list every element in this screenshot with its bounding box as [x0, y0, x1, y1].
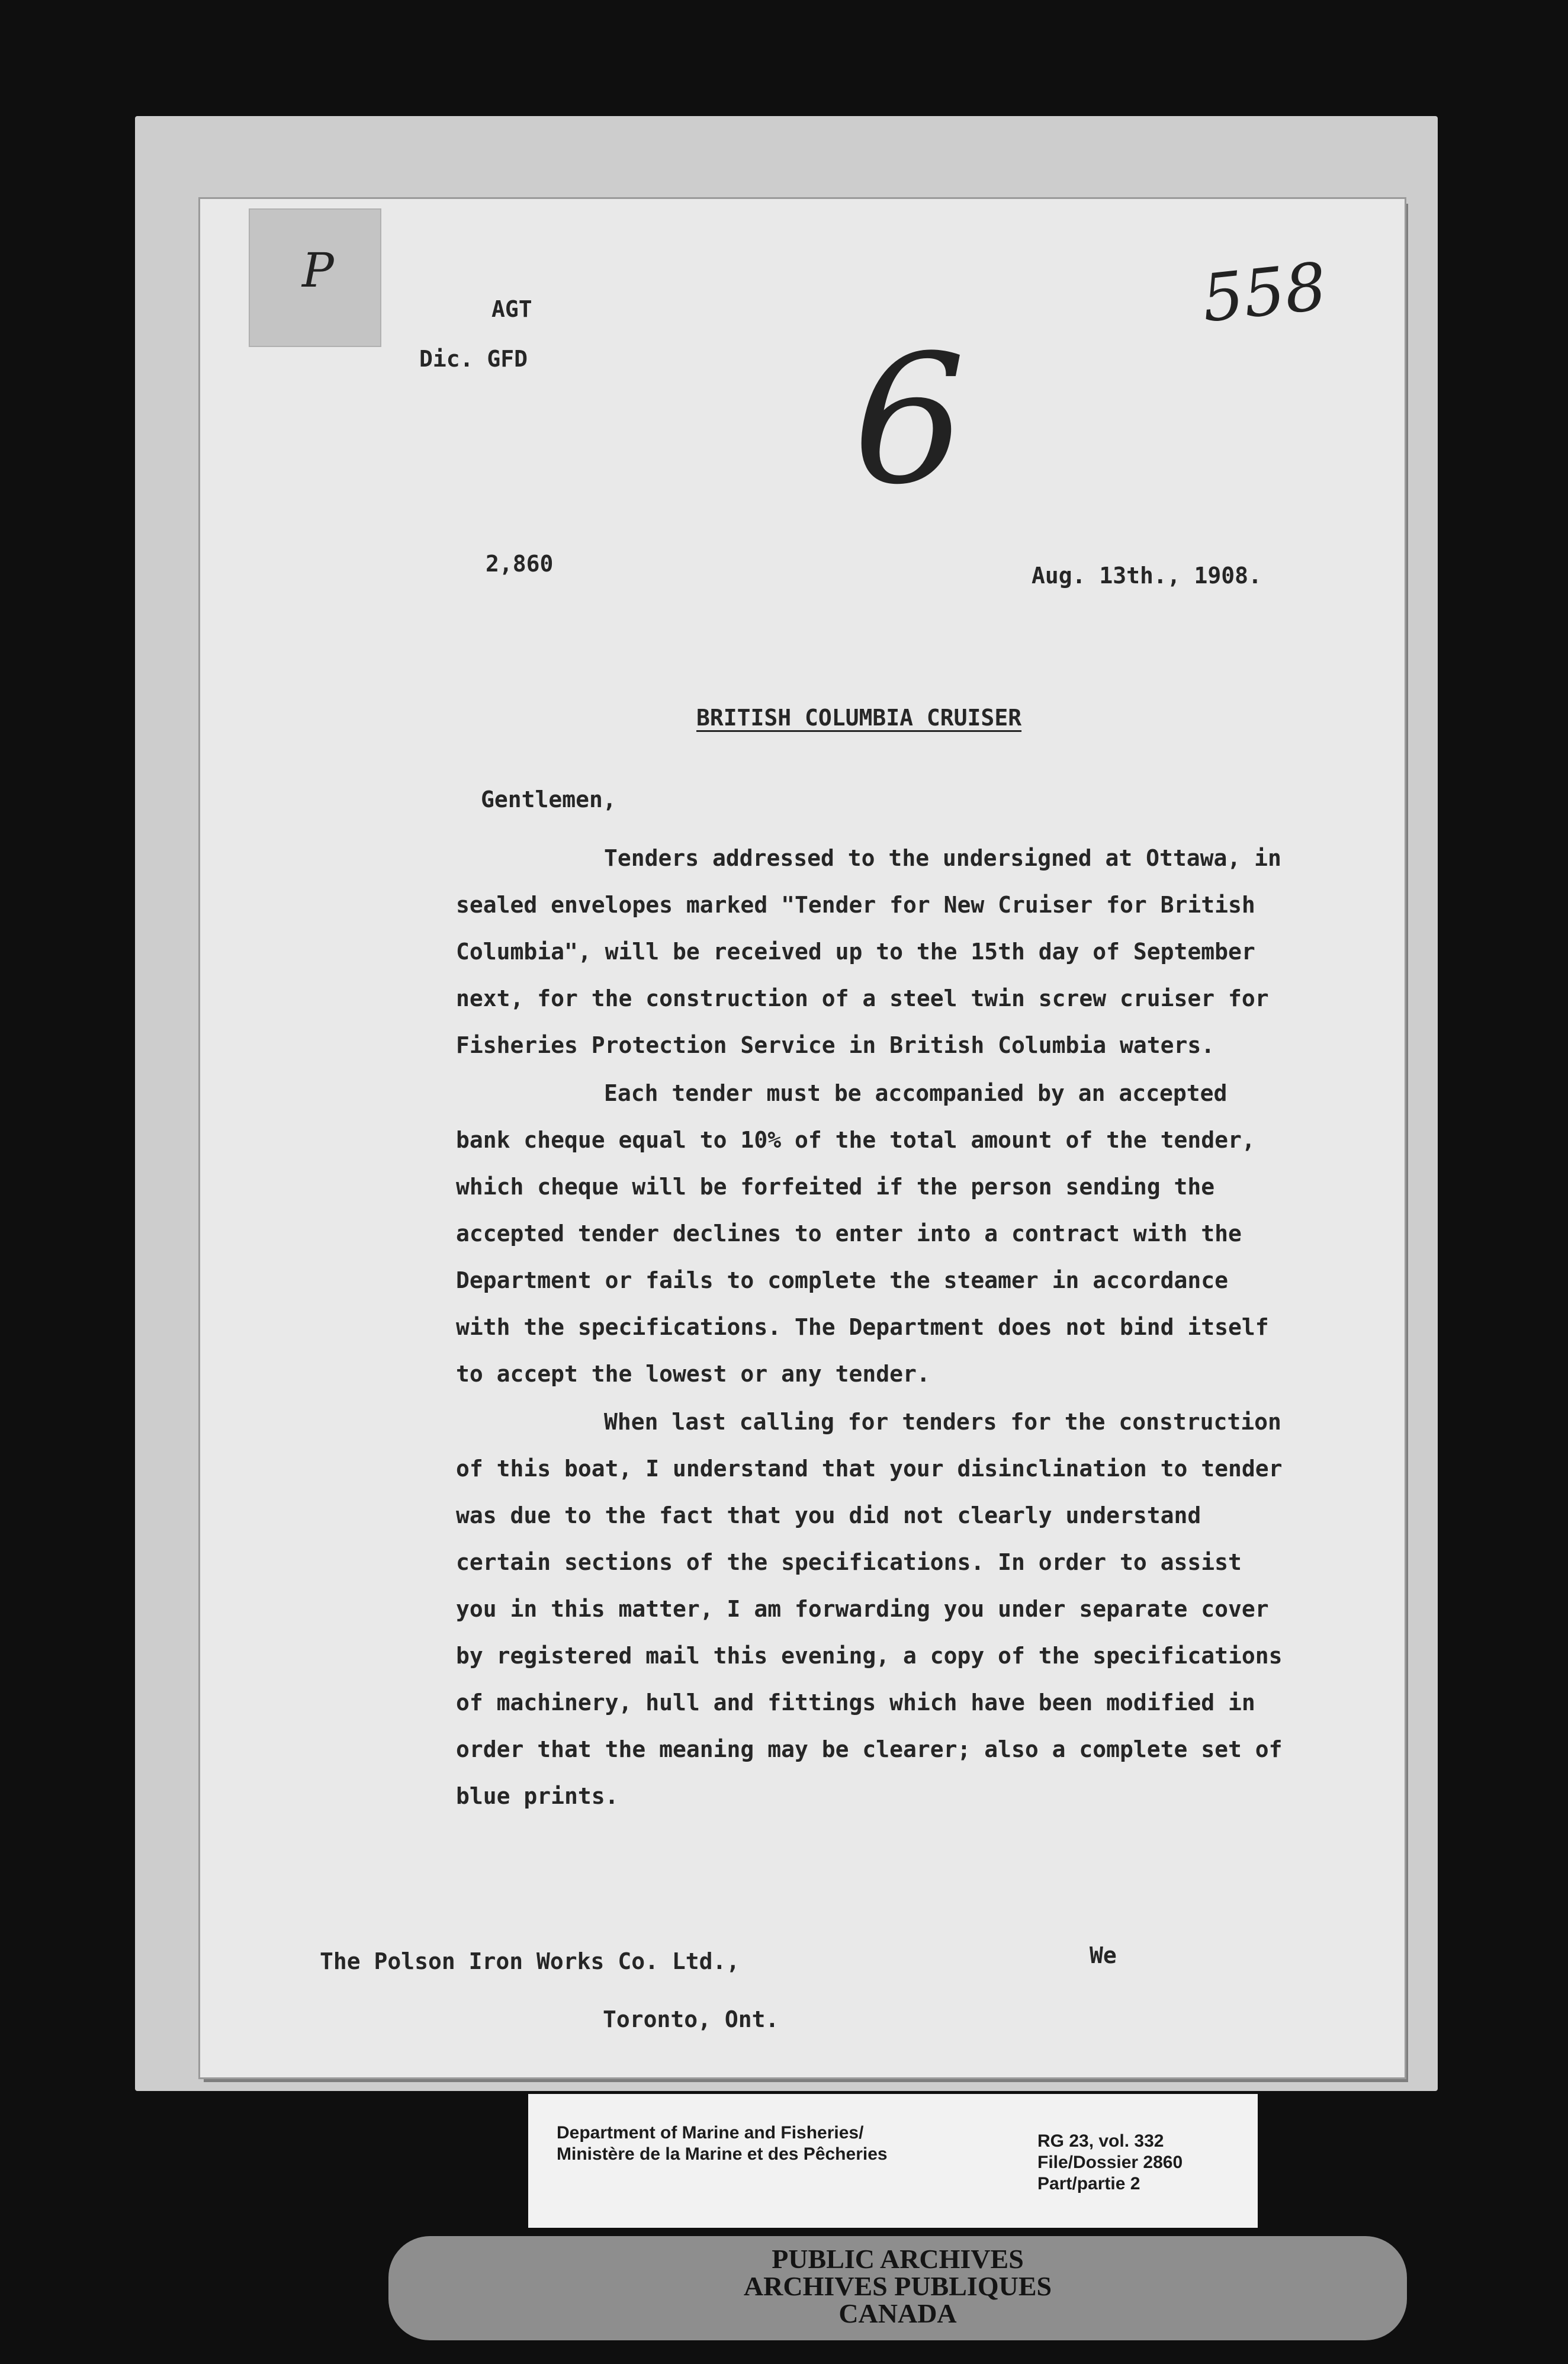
addressee-city: Toronto, Ont.	[603, 2006, 779, 2032]
paragraph-cheque: Each tender must be accompanied by an accepted bank cheque equal to 10% of the total amount of the tender, which cheque will be forfeited if the person sending the accepted tender declines to enter into a contract with the Department or fails to complete the steamer in accordance with the specifications. The Department does not bind itself to accept the lowest or any tender.	[456, 1080, 1269, 1387]
handwritten-page-number: 558	[1198, 248, 1331, 337]
dictation-code: Dic. GFD	[419, 346, 528, 372]
salutation: Gentlemen,	[481, 786, 616, 812]
letter-heading: BRITISH COLUMBIA CRUISER	[696, 705, 1022, 731]
addressee: The Polson Iron Works Co. Ltd.,	[320, 1948, 740, 1974]
file-dossier: File/Dossier 2860	[1037, 2153, 1183, 2172]
department-french: Ministère de la Marine et des Pêcheries	[557, 2144, 888, 2164]
part-partie: Part/partie 2	[1037, 2174, 1140, 2193]
archive-stamp-line: PUBLIC ARCHIVES	[772, 2244, 1024, 2274]
catchword: We	[1090, 1942, 1117, 1968]
department-english: Department of Marine and Fisheries/	[557, 2123, 864, 2143]
record-group: RG 23, vol. 332	[1037, 2131, 1164, 2151]
paragraph-specifications: When last calling for tenders for the construction of this boat, I understand that your disinclination to tender was due to the fact that you did not clearly understand certain sections of the specifications. In order to assist you in this matter, I am forwarding you under separate cover by registered mail this evening, a copy of the specifications of machinery, hull and fittings which have been modified in order that the meaning may be clearer; also a complete set of blue prints.	[456, 1409, 1283, 1809]
archive-stamp-line: ARCHIVES PUBLIQUES	[743, 2271, 1052, 2301]
handwritten-number: 6	[853, 317, 966, 523]
file-number: 2,860	[486, 551, 554, 577]
archive-stamp-line: CANADA	[838, 2298, 957, 2328]
handwritten-mark: P	[302, 243, 334, 298]
letter-date: Aug. 13th., 1908.	[1032, 563, 1262, 589]
paragraph-tenders: Tenders addressed to the undersigned at Ottawa, in sealed envelopes marked "Tender for New Cruiser for British Columbia", will be received up to the 15th day of September next, for the construction of a steel twin screw cruiser for Fisheries Protection Service in British Columbia waters.	[456, 845, 1281, 1058]
letter-body	[456, 835, 1291, 1820]
reference-code: AGT	[491, 296, 532, 322]
